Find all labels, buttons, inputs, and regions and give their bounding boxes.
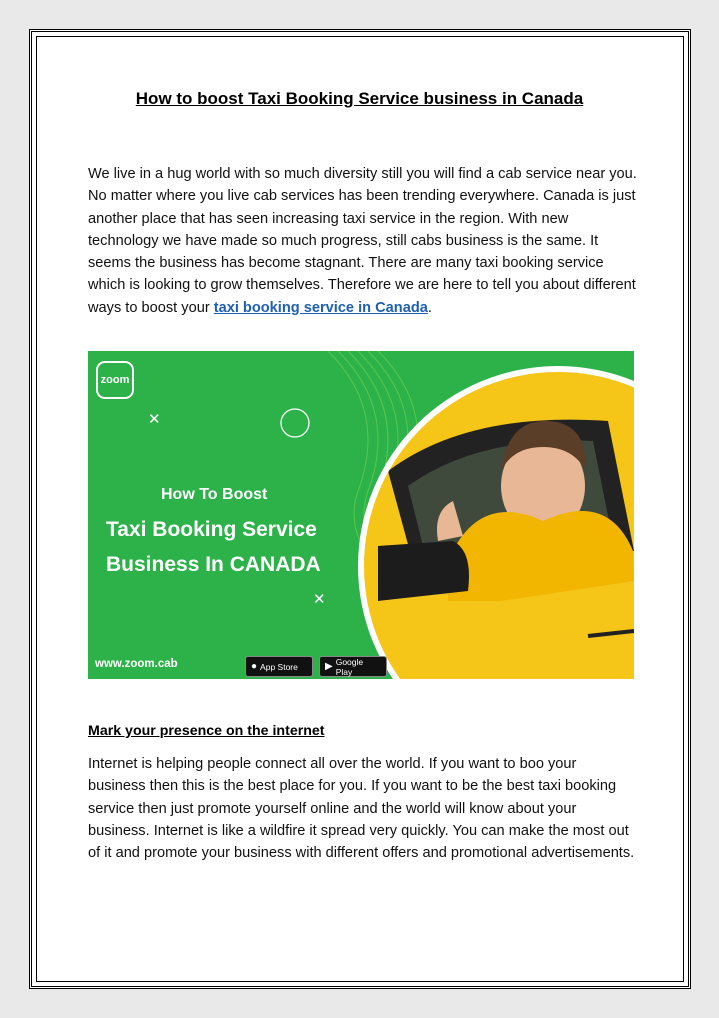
app-store-badge[interactable] xyxy=(245,656,313,677)
banner-artwork xyxy=(88,351,634,679)
banner-line-2: Taxi Booking Service xyxy=(106,518,317,541)
banner-url: www.zoom.cab xyxy=(95,658,178,670)
intro-paragraph xyxy=(88,163,638,319)
google-play-badge[interactable] xyxy=(319,656,387,677)
taxi-photo xyxy=(358,351,634,679)
zoom-logo: zoom xyxy=(96,361,134,399)
apple-icon: ● xyxy=(251,661,258,672)
promo-banner xyxy=(88,351,634,679)
side-mirror xyxy=(378,541,469,601)
taxi-booking-link[interactable]: taxi booking service in Canada xyxy=(213,299,428,316)
app-store-label: App Store xyxy=(260,661,298,672)
intro-text: We live in a hug world with so much diversity still you will find a cab service near you. No matter where you live cab services has been trending everywhere. Canada is just another place that has seen increasing taxi service in the region. With new technology we have made so much progress, still cabs business is the same. It seems the business has become stagnant. There are many taxi booking service which is looking to grow themselves. Therefore we are here to tell you about different ways to boost your xyxy=(88,166,637,316)
close-icon: ✕ xyxy=(148,411,161,428)
banner-line-3: Business In CANADA xyxy=(106,553,321,576)
play-icon: ▶ xyxy=(325,661,333,672)
section-heading: Mark your presence on the internet xyxy=(88,723,325,739)
intro-end: . xyxy=(427,299,432,316)
section-paragraph: Internet is helping people connect all over the world. If you want to boo your business then this is the best place for you. If you want to be the best taxi booking service then just promote yourself online and the world will know about your business. Internet is like a wildfire it spread very quickly. You can make the most out of it and promote your business with different offers and promotional advertisements. xyxy=(88,756,635,862)
page-title: How to boost Taxi Booking Service business in Canada xyxy=(135,89,584,108)
deco-circle xyxy=(281,409,309,437)
banner-line-1: How To Boost xyxy=(161,486,268,503)
google-play-label: Google Play xyxy=(335,656,364,677)
close-icon: ✕ xyxy=(313,591,326,608)
